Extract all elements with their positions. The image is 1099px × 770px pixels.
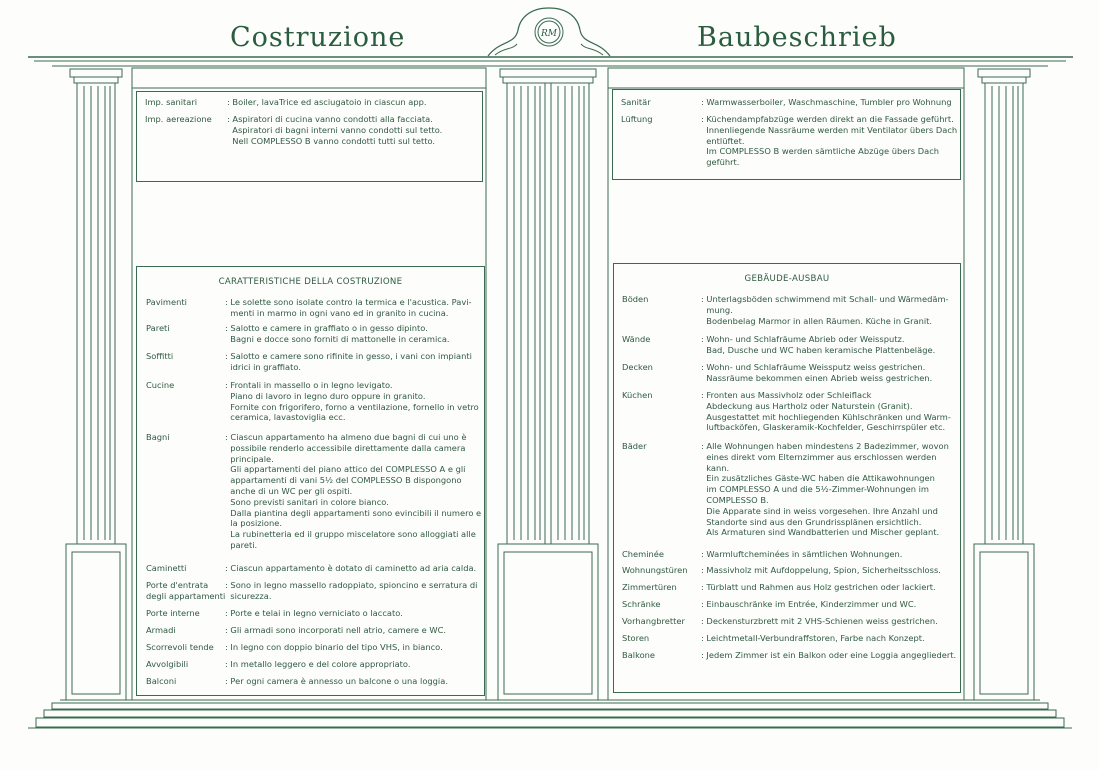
spec-label: Schränke [622,599,661,609]
spec-label: Cheminée [622,549,665,559]
spec-text: : Per ogni camera è annesso un balcone o una loggia. [225,676,448,686]
it-top-box [136,91,483,182]
spec-text: : Gli armadi sono incorporati nell atrio, camere e WC. [225,625,447,635]
spec-text: : Salotto e camere sono rifinite in gesso, i vani con impianti idrici in graffiato. [225,351,472,372]
spec-text: : Fronten aus Massivholz oder Schleiflack Abdeckung aus Hartholz oder Naturstein (Granit). Ausgestattet mit hochliegenden Kühlschränken und Warm- luftbacköfen, Glaskeramik-Kochfelder, Geschirrspüler etc. [701,390,951,433]
spec-label: Lüftung [621,114,653,124]
spec-label: Balconi [146,676,177,686]
de-main-heading: GEBÄUDE-AUSBAU [744,274,830,284]
title-german: Baubeschrieb [697,22,897,53]
spec-label: Storen [622,633,650,643]
spec-text: : Boiler, lavaTrice ed asciugatoio in ciascun app. [227,97,427,107]
spec-label: Scorrevoli tende [146,642,214,652]
spec-label: Soffitti [146,351,174,361]
spec-text: : Einbauschränke im Entrée, Kinderzimmer und WC. [701,599,917,609]
spec-text: : Wohn- und Schlafräume Abrieb oder Weissputz. Bad, Dusche und WC haben keramische Plattenbeläge. [701,334,936,355]
spec-text: : Ciascun appartamento è dotato di caminetto ad aria calda. [225,563,477,573]
spec-label: Wohnungstüren [622,565,688,575]
spec-label: Sanitär [621,97,651,107]
it-main-heading: CARATTERISTICHE DELLA COSTRUZIONE [218,277,403,287]
spec-label: Pavimenti [146,297,187,307]
spec-label: Decken [622,362,653,372]
spec-text: : Le solette sono isolate contro la termica e l'acustica. Pavi- menti in marmo in ogni vano ed in granito in cucina. [225,297,472,318]
spec-text: : Massivholz mit Aufdoppelung, Spion, Sicherheitsschloss. [701,565,941,575]
spec-label: Imp. sanitari [145,97,198,107]
spec-text: : Frontali in massello o in legno levigato. Piano di lavoro in legno duro oppure in granito. Fornite con frigorifero, forno a ventilazione, fornello in vetro ceramica, lavastoviglia ecc. [225,380,479,423]
spec-text: : Porte e telai in legno verniciato o laccato. [225,608,403,618]
spec-text: : Küchendampfabzüge werden direkt an die Fassade geführt. Innenliegende Nassräume werden mit Ventilator übers Dach entlüftet. Im COMPLESSO B werden sämtliche Abzüge übers Dach geführt. [701,114,958,168]
spec-text: : Leichtmetall-Verbundraffstoren, Farbe nach Konzept. [701,633,925,643]
it-main-box [136,266,485,696]
spec-label: Vorhangbretter [622,616,685,626]
spec-text: : In legno con doppio binario del tipo VHS, in bianco. [225,642,443,652]
spec-text: : Unterlagsböden schwimmend mit Schall- und Wärmedäm- mung. Bodenbelag Marmor in allen Räumen. Küche in Granit. [701,294,949,326]
spec-label: Imp. aereazione [145,114,212,124]
spec-text: : Türblatt und Rahmen aus Holz gestrichen oder lackiert. [701,582,936,592]
de-main-box [613,263,961,693]
spec-text: : Warmwasserboiler, Waschmaschine, Tumbler pro Wohnung [701,97,952,107]
spec-text: : Ciascun appartamento ha almeno due bagni di cui uno è possibile renderlo accessibile direttamente dalla camera principale. Gli appartamenti del piano attico del COMPLESSO A e gli appartamenti di vani 5½ del COMPLESSO B dispongono anche di un WC per gli ospiti. Sono previsti sanitari in colore bianco. Dalla piantina degli appartamenti sono evincibili il numero e la posizione. La rubinetteria ed il gruppo miscelatore sono alloggiati alle pareti. [225,432,482,550]
spec-label: Balkone [622,650,656,660]
spec-text: : Warmluftcheminées in sämtlichen Wohnungen. [701,549,903,559]
title-italian: Costruzione [230,22,406,53]
spec-text: : Sono in legno massello radoppiato, spioncino e serratura di sicurezza. [225,580,478,601]
spec-label: Cucine [146,380,175,390]
spec-text: : Deckensturzbrett mit 2 VHS-Schienen weiss gestrichen. [701,616,938,626]
spec-text: : Aspiratori di cucina vanno condotti alla facciata. Aspiratori di bagni interni vanno condotti sul tetto. Nell COMPLESSO B vanno condotti tutti sul tetto. [227,114,443,146]
spec-label: Porte interne [146,608,200,618]
spec-label: Böden [622,294,649,304]
spec-label: Wände [622,334,651,344]
monogram-logo: RM [541,29,557,39]
spec-label: Bäder [622,441,647,451]
spec-label: Zimmertüren [622,582,677,592]
spec-label: Avvolgibili [146,659,189,669]
spec-text: : Wohn- und Schlafräume Weissputz weiss gestrichen. Nassräume bekommen einen Abrieb weiss gestrichen. [701,362,933,383]
spec-text: : Salotto e camere in graffiato o in gesso dipinto. Bagni e docce sono forniti di mattonelle in ceramica. [225,323,450,344]
de-top-box [612,89,961,180]
spec-label: Porte d'entrata degli appartamenti [146,580,226,601]
spec-label: Pareti [146,323,170,333]
spec-label: Caminetti [146,563,187,573]
spec-text: : Jedem Zimmer ist ein Balkon oder eine Loggia angegliedert. [701,650,957,660]
spec-text: : In metallo leggero e del colore appropriato. [225,659,411,669]
spec-label: Küchen [622,390,653,400]
spec-label: Bagni [146,432,170,442]
spec-text: : Alle Wohnungen haben mindestens 2 Badezimmer, wovon eines direkt vom Elternzimmer aus erschlossen werden kann. Ein zusätzliches Gäste-WC haben die Attikawohnungen im COMPLESSO A und die 5½-Zimmer-Wohnungen im COMPLESSO B. Die Apparate sind in weiss vorgesehen. Ihre Anzahl und Standorte sind aus den Grundrissplänen ersichtlich. Als Armaturen sind Wandbatterien und Mischer geplant. [701,441,949,538]
spec-label: Armadi [146,625,176,635]
